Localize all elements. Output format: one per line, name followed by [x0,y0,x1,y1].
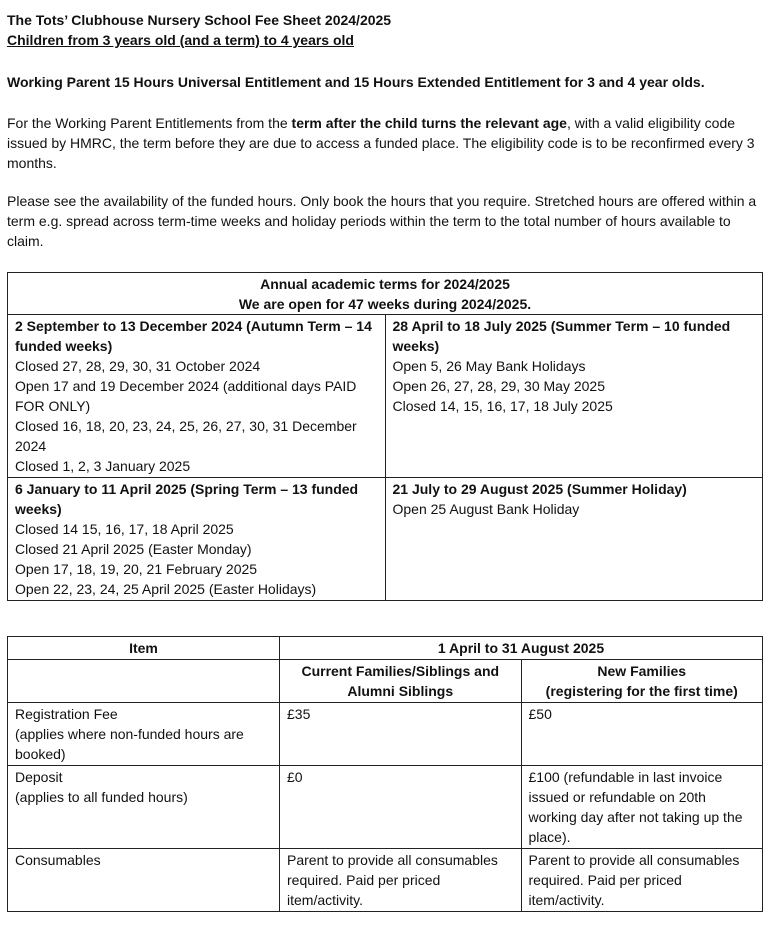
item-cell [8,766,280,849]
terms-header-cell [8,273,763,315]
eligibility-paragraph [7,113,763,173]
item-cell [8,849,280,912]
spring-term-cell [8,478,386,601]
summer-holiday-title: 21 July to 29 August 2025 (Summer Holiday) [392,481,687,497]
autumn-line: Closed 16, 18, 20, 23, 24, 25, 26, 27, 30, 31 December 2024 [15,418,357,454]
spring-line: Open 17, 18, 19, 20, 21 February 2025 [15,561,258,577]
terms-table [7,272,763,601]
new-fee-cell: £50 [521,703,763,766]
summer-line: Open 26, 27, 28, 29, 30 May 2025 [392,378,605,394]
autumn-line: Open 17 and 19 December 2024 (additional days PAID FOR ONLY) [15,378,357,414]
document-title: The Tots’ Clubhouse Nursery School Fee Sheet 2024/2025 [7,12,392,28]
current-fee-cell: £35 [280,703,522,766]
terms-header-line2: We are open for 47 weeks during 2024/2025. [238,296,532,312]
spring-term-title: 6 January to 11 April 2025 (Spring Term – 13 funded weeks) [15,481,359,517]
table-row [8,703,763,766]
table-row [8,849,763,912]
item-name: Registration Fee [15,706,118,722]
terms-header-line1: Annual academic terms for 2024/2025 [260,276,510,292]
item-header: Item [8,637,280,660]
empty-header-cell [8,660,280,703]
item-note: (applies where non-funded hours are booked) [15,726,244,762]
current-header-line2: Alumni Siblings [347,683,454,699]
fee-sheet-page [7,10,763,908]
terms-row-2 [8,478,763,601]
item-name: Consumables [15,852,101,868]
current-fee-cell: £0 [280,766,522,849]
period-header: 1 April to 31 August 2025 [280,637,763,660]
entitlement-heading: Working Parent 15 Hours Universal Entitlement and 15 Hours Extended Entitlement for 3 and 4 year olds. [7,74,705,90]
availability-paragraph: Please see the availability of the funded hours. Only book the hours that you require. Stretched hours are offered within a term e.g. spread across term-time weeks and holiday periods within the term to the total number of hours available to claim. [7,193,757,249]
new-families-header [521,660,763,703]
eligibility-text-start: For the Working Parent Entitlements from the [7,115,292,131]
item-name: Deposit [15,769,63,785]
current-fee-cell: Parent to provide all consumables required. Paid per priced item/activity. [280,849,522,912]
summer-line: Open 5, 26 May Bank Holidays [392,358,586,374]
summer-holiday-line: Open 25 August Bank Holiday [392,501,580,517]
autumn-term-cell [8,315,386,478]
current-header-line1: Current Families/Siblings and [301,663,500,679]
summer-holiday-cell [385,478,763,601]
eligibility-text-end: , with a valid eligibility code issued by HMRC, the term before they are due to access a funded place. The eligibility code is to be reconfirmed every 3 months. [7,115,755,171]
terms-header-row [8,273,763,315]
item-cell [8,703,280,766]
table-row [8,766,763,849]
item-note: (applies to all funded hours) [15,789,188,805]
fees-subheader-row [8,660,763,703]
summer-term-cell [385,315,763,478]
new-fee-cell: £100 (refundable in last invoice issued or refundable on 20th working day after not taking up the place). [521,766,763,849]
new-fee-cell: Parent to provide all consumables required. Paid per priced item/activity. [521,849,763,912]
new-header-line2: (registering for the first time) [545,683,738,699]
terms-row-1 [8,315,763,478]
document-subtitle: Children from 3 years old (and a term) to 4 years old [7,32,354,48]
autumn-line: Closed 27, 28, 29, 30, 31 October 2024 [15,358,261,374]
fees-header-row [8,637,763,660]
eligibility-text-bold: term after the child turns the relevant age [291,115,567,131]
fees-table [7,636,763,912]
current-families-header [280,660,522,703]
spring-line: Open 22, 23, 24, 25 April 2025 (Easter Holidays) [15,581,317,597]
autumn-term-title: 2 September to 13 December 2024 (Autumn Term – 14 funded weeks) [15,318,372,354]
new-header-line1: New Families [597,663,687,679]
spring-line: Closed 21 April 2025 (Easter Monday) [15,541,252,557]
summer-term-title: 28 April to 18 July 2025 (Summer Term – 10 funded weeks) [392,318,731,354]
spring-line: Closed 14 15, 16, 17, 18 April 2025 [15,521,234,537]
summer-line: Closed 14, 15, 16, 17, 18 July 2025 [392,398,613,414]
autumn-line: Closed 1, 2, 3 January 2025 [15,458,191,474]
